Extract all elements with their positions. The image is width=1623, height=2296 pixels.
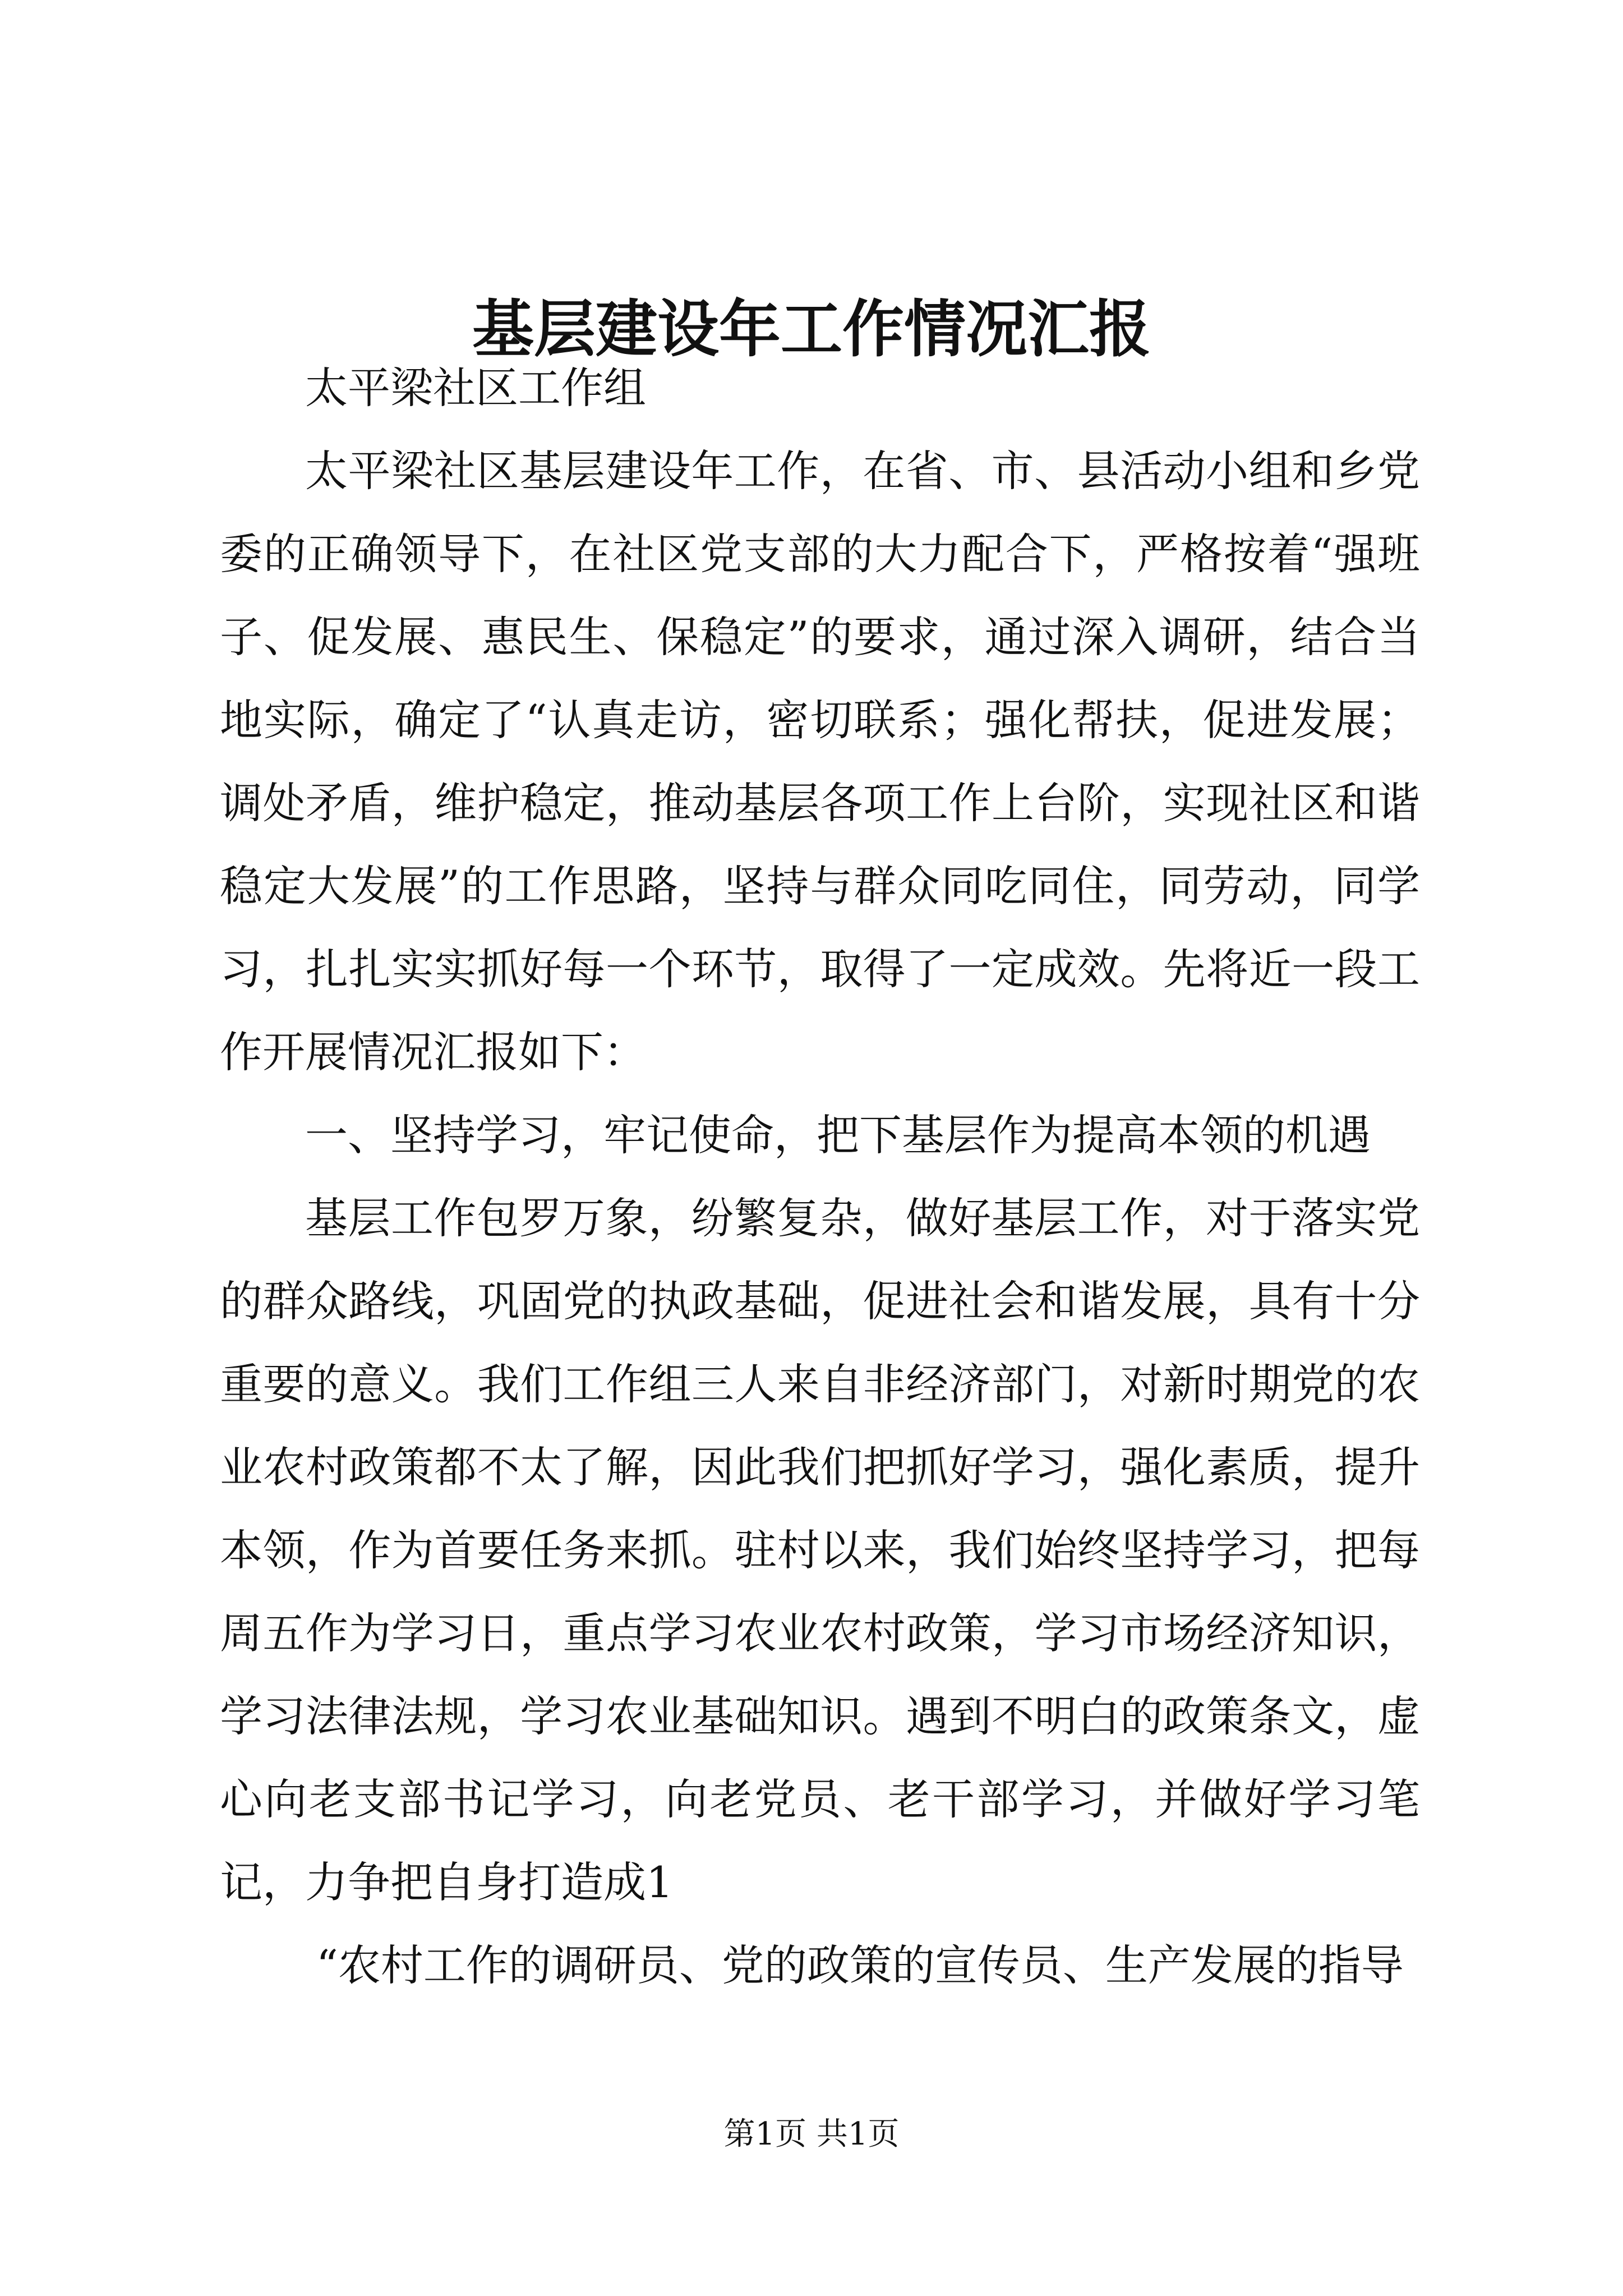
document-title: 基层建设年工作情况汇报	[472, 293, 1151, 365]
paragraph-intro: 太平梁社区基层建设年工作，在省、市、县活动小组和乡党委的正确领导下，在社区党支部的大力配合下，严格按着“强班子、促发展、惠民生、保稳定”的要求，通过深入调研，结合当地实际，确定了“认真走访，密切联系；强化帮扶，促进发展；调处矛盾，维护稳定，推动基层各项工作上台阶，实现社区和谐稳定大发展”的工作思路，坚持与群众同吃同住，同劳动，同学习，扎扎实实抓好每一个环节，取得了一定成效。先将近一段工作开展情况汇报如下：	[220, 446, 1420, 1077]
document-body	[220, 347, 1420, 2007]
page-footer: 第1页 共1页	[723, 2116, 900, 2152]
section-heading-1: 一、坚持学习，牢记使命，把下基层作为提高本领的机遇	[305, 1110, 1371, 1160]
paragraph-learning: 基层工作包罗万象，纷繁复杂，做好基层工作，对于落实党的群众路线，巩固党的执政基础，促进社会和谐发展，具有十分重要的意义。我们工作组三人来自非经济部门，对新时期党的农业农村政策都不太了解，因此我们把抓好学习，强化素质，提升本领，作为首要任务来抓。驻村以来，我们始终坚持学习，把每周五作为学习日，重点学习农业农村政策，学习市场经济知识，学习法律法规，学习农业基础知识。遇到不明白的政策条文，虚心向老支部书记学习，向老党员、老干部学习，并做好学习笔记，力争把自身打造成1	[220, 1193, 1420, 1907]
author-line: 太平梁社区工作组	[305, 363, 646, 413]
paragraph-continuation: “农村工作的调研员、党的政策的宣传员、生产发展的指导	[316, 1940, 1404, 1990]
